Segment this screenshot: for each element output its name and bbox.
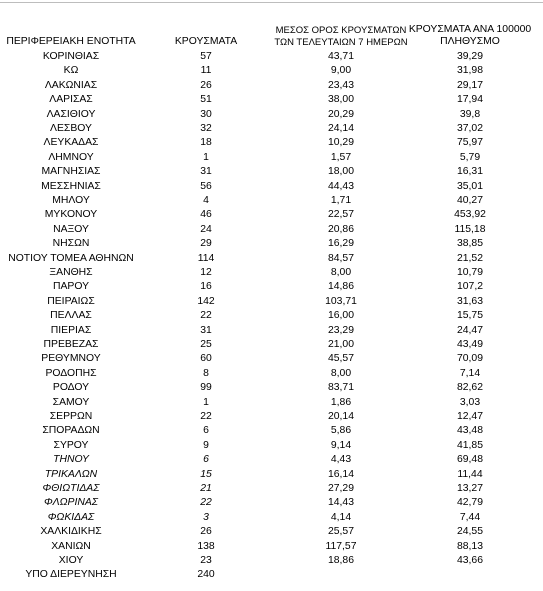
table-row xyxy=(0,64,543,78)
avg-7day-cell: 84,57 xyxy=(327,252,354,264)
region-cell: ΠΑΡΟΥ xyxy=(52,281,90,293)
cases-cell: 16 xyxy=(200,281,212,293)
per-100k-cell: 13,27 xyxy=(456,483,483,494)
avg-7day-cell: 44,43 xyxy=(327,180,354,192)
cases-cell: 22 xyxy=(200,497,212,509)
region-cell: ΜΕΣΣΗΝΙΑΣ xyxy=(41,180,101,192)
region-cell: ΝΗΣΩΝ xyxy=(52,238,90,250)
table-row xyxy=(0,194,543,208)
cases-cell: 3 xyxy=(203,511,209,523)
avg-7day-cell: 5,86 xyxy=(330,425,352,437)
header-cases: ΚΡΟΥΣΜΑΤΑ xyxy=(174,36,238,47)
table-row xyxy=(0,568,543,582)
avg-7day-cell: 4,14 xyxy=(330,511,352,523)
table-row xyxy=(0,108,543,122)
table-row xyxy=(0,540,543,554)
table-row xyxy=(0,93,543,107)
cases-cell: 240 xyxy=(197,569,215,581)
table-row xyxy=(0,453,543,467)
per-100k-cell: 35,01 xyxy=(456,180,483,192)
per-100k-cell: 38,85 xyxy=(456,238,483,250)
region-cell: ΠΕΙΡΑΙΩΣ xyxy=(47,295,95,307)
table-row xyxy=(0,180,543,194)
avg-7day-cell: 83,71 xyxy=(327,382,354,394)
avg-7day-cell: 45,57 xyxy=(327,353,354,365)
avg-7day-cell: 16,00 xyxy=(327,310,354,322)
region-cell: ΦΛΩΡΙΝΑΣ xyxy=(43,497,98,509)
cases-cell: 31 xyxy=(200,324,212,336)
per-100k-cell: 115,18 xyxy=(454,223,486,235)
cases-cell: 22 xyxy=(200,310,212,322)
region-cell: ΝΟΤΙΟΥ ΤΟΜΕΑ ΑΘΗΝΩΝ xyxy=(8,252,134,264)
cases-cell: 8 xyxy=(203,367,209,379)
avg-7day-cell: 27,29 xyxy=(327,483,354,494)
region-cell: ΦΘΙΩΤΙΔΑΣ xyxy=(42,483,100,494)
region-cell: ΚΟΡΙΝΘΙΑΣ xyxy=(42,51,100,62)
region-cell: ΛΑΚΩΝΙΑΣ xyxy=(44,79,98,91)
region-cell: ΥΠΟ ΔΙΕΡΕΥΝΗΣΗ xyxy=(25,569,117,581)
region-cell: ΠΡΕΒΕΖΑΣ xyxy=(43,339,99,350)
table-row xyxy=(0,223,543,237)
avg-7day-cell: 103,71 xyxy=(325,295,357,307)
avg-7day-cell: 20,86 xyxy=(327,223,354,235)
table-row xyxy=(0,79,543,93)
table-row xyxy=(0,554,543,568)
per-100k-cell: 42,79 xyxy=(456,497,483,509)
cases-cell: 15 xyxy=(200,468,212,480)
table-row xyxy=(0,468,543,482)
region-cell: ΜΗΛΟΥ xyxy=(52,195,90,206)
cases-cell: 22 xyxy=(200,411,212,422)
per-100k-cell: 12,47 xyxy=(456,411,483,422)
cases-cell: 29 xyxy=(200,238,212,250)
header-region: ΠΕΡΙΦΕΡΕΙΑΚΗ ΕΝΟΤΗΤΑ xyxy=(6,36,136,47)
avg-7day-cell: 14,43 xyxy=(327,497,354,509)
cases-cell: 11 xyxy=(200,65,212,77)
avg-7day-cell: 8,00 xyxy=(330,367,352,379)
table-row xyxy=(0,136,543,150)
per-100k-cell: 75,97 xyxy=(456,137,483,149)
avg-7day-cell: 23,43 xyxy=(327,79,354,91)
region-cell: ΛΗΜΝΟΥ xyxy=(48,151,94,163)
cases-cell: 46 xyxy=(200,209,212,221)
table-row xyxy=(0,381,543,395)
cases-cell: 24 xyxy=(200,223,212,235)
per-100k-cell: 70,09 xyxy=(456,353,483,365)
per-100k-cell: 7,14 xyxy=(459,367,481,379)
cases-cell: 57 xyxy=(200,51,212,62)
per-100k-cell: 31,63 xyxy=(456,295,483,307)
per-100k-cell: 15,75 xyxy=(456,310,483,322)
table-row xyxy=(0,237,543,251)
cases-cell: 1 xyxy=(203,151,209,163)
cases-cell: 31 xyxy=(200,166,212,178)
avg-7day-cell: 16,29 xyxy=(327,238,354,250)
header-cases-per-100k xyxy=(400,24,540,48)
per-100k-cell: 7,44 xyxy=(459,511,481,523)
cases-cell: 23 xyxy=(200,555,212,566)
region-cell: ΡΟΔΟΠΗΣ xyxy=(45,367,97,379)
avg-7day-cell: 1,57 xyxy=(330,151,352,163)
table-row xyxy=(0,122,543,136)
per-100k-cell: 5,79 xyxy=(459,151,481,163)
table-row xyxy=(0,309,543,323)
region-cell: ΧΑΝΙΩΝ xyxy=(51,540,91,552)
region-cell: ΠΕΛΛΑΣ xyxy=(50,310,92,322)
cases-cell: 9 xyxy=(203,439,209,451)
header-cases-per-100k-line1: ΚΡΟΥΣΜΑΤΑ ΑΝΑ 100000 xyxy=(408,24,532,35)
table-row xyxy=(0,151,543,165)
avg-7day-cell: 16,14 xyxy=(327,468,354,480)
per-100k-cell: 107,2 xyxy=(456,281,483,293)
per-100k-cell: 41,85 xyxy=(456,439,483,451)
per-100k-cell: 3,03 xyxy=(459,396,481,408)
per-100k-cell: 11,44 xyxy=(457,468,483,480)
per-100k-cell: 31,98 xyxy=(456,65,483,77)
table-row xyxy=(0,324,543,338)
per-100k-cell: 37,02 xyxy=(456,123,483,134)
cases-cell: 26 xyxy=(200,79,212,91)
region-cell: ΝΑΞΟΥ xyxy=(53,223,89,235)
avg-7day-cell: 18,86 xyxy=(327,555,354,566)
per-100k-cell: 453,92 xyxy=(454,209,486,221)
region-cell: ΡΕΘΥΜΝΟΥ xyxy=(41,353,101,365)
region-cell: ΣΑΜΟΥ xyxy=(52,396,90,408)
table-row xyxy=(0,50,543,64)
region-cell: ΛΑΣΙΘΙΟΥ xyxy=(46,108,96,120)
avg-7day-cell: 8,00 xyxy=(330,267,352,278)
avg-7day-cell: 1,86 xyxy=(330,396,352,408)
per-100k-cell: 82,62 xyxy=(456,382,483,394)
cases-cell: 18 xyxy=(200,137,212,149)
cases-cell: 26 xyxy=(200,526,212,538)
avg-7day-cell: 10,29 xyxy=(327,137,354,149)
per-100k-cell: 43,66 xyxy=(456,555,483,566)
per-100k-cell: 10,79 xyxy=(456,267,483,278)
header-7day-average xyxy=(266,25,416,49)
cases-cell: 12 xyxy=(200,267,212,278)
per-100k-cell: 39,8 xyxy=(459,108,481,120)
per-100k-cell: 43,49 xyxy=(456,339,483,350)
avg-7day-cell: 20,14 xyxy=(327,411,354,422)
cases-cell: 1 xyxy=(203,396,209,408)
table-row xyxy=(0,396,543,410)
cases-cell: 30 xyxy=(200,108,212,120)
avg-7day-cell: 117,57 xyxy=(325,540,357,552)
cases-cell: 21 xyxy=(200,483,212,494)
table-row xyxy=(0,338,543,352)
table-row xyxy=(0,295,543,309)
region-cell: ΠΙΕΡΙΑΣ xyxy=(50,324,92,336)
per-100k-cell: 39,29 xyxy=(456,51,483,62)
region-cell: ΣΥΡΟΥ xyxy=(53,439,89,451)
region-cell: ΚΩ xyxy=(63,65,79,77)
avg-7day-cell: 21,00 xyxy=(327,339,354,350)
avg-7day-cell: 25,57 xyxy=(327,526,354,538)
avg-7day-cell: 9,00 xyxy=(330,65,352,77)
avg-7day-cell: 1,71 xyxy=(330,195,352,206)
cases-cell: 138 xyxy=(197,540,215,552)
per-100k-cell: 40,27 xyxy=(456,195,483,206)
table-row xyxy=(0,352,543,366)
avg-7day-cell: 23,29 xyxy=(327,324,354,336)
cases-cell: 25 xyxy=(200,339,212,350)
per-100k-cell: 88,13 xyxy=(456,540,483,552)
region-cell: ΣΕΡΡΩΝ xyxy=(49,411,93,422)
table-row xyxy=(0,511,543,525)
per-100k-cell: 16,31 xyxy=(456,166,483,178)
region-cell: ΤΗΝΟΥ xyxy=(53,454,89,466)
cases-cell: 6 xyxy=(203,425,209,437)
cases-cell: 4 xyxy=(203,195,209,206)
region-cell: ΞΑΝΘΗΣ xyxy=(49,267,93,278)
region-cell: ΜΑΓΝΗΣΙΑΣ xyxy=(41,166,101,178)
per-100k-cell: 24,47 xyxy=(456,324,483,336)
region-cell: ΣΠΟΡΑΔΩΝ xyxy=(42,425,100,437)
table-row xyxy=(0,367,543,381)
avg-7day-cell: 20,29 xyxy=(327,108,354,120)
avg-7day-cell: 9,14 xyxy=(330,439,352,451)
per-100k-cell: 17,94 xyxy=(456,94,483,106)
header-7day-average-line1: ΜΕΣΟΣ ΟΡΟΣ ΚΡΟΥΣΜΑΤΩΝ xyxy=(275,25,407,36)
per-100k-cell: 21,52 xyxy=(456,252,483,264)
avg-7day-cell: 43,71 xyxy=(327,51,354,62)
table-row xyxy=(0,525,543,539)
cases-cell: 51 xyxy=(200,94,212,106)
table-row xyxy=(0,410,543,424)
region-cell: ΡΟΔΟΥ xyxy=(52,382,90,394)
cases-cell: 142 xyxy=(197,295,215,307)
avg-7day-cell: 14,86 xyxy=(327,281,354,293)
avg-7day-cell: 38,00 xyxy=(327,94,354,106)
table-row xyxy=(0,439,543,453)
top-border-line xyxy=(0,2,543,3)
region-cell: ΛΑΡΙΣΑΣ xyxy=(49,94,93,106)
cases-cell: 6 xyxy=(203,454,209,466)
per-100k-cell: 24,55 xyxy=(456,526,483,538)
table-row xyxy=(0,252,543,266)
region-cell: ΦΩΚΙΔΑΣ xyxy=(47,511,95,523)
region-cell: ΜΥΚΟΝΟΥ xyxy=(44,209,98,221)
table-row xyxy=(0,496,543,510)
region-cell: ΧΙΟΥ xyxy=(58,555,84,566)
table-row xyxy=(0,165,543,179)
header-cases-per-100k-line2: ΠΛΗΘΥΣΜΟ xyxy=(440,36,500,47)
avg-7day-cell: 24,14 xyxy=(327,123,354,134)
table-row xyxy=(0,208,543,222)
region-cell: ΛΕΥΚΑΔΑΣ xyxy=(43,137,99,149)
header-7day-average-line2: ΤΩΝ ΤΕΛΕΥΤΑΙΩΝ 7 ΗΜΕΡΩΝ xyxy=(274,37,408,48)
cases-cell: 114 xyxy=(197,252,215,264)
per-100k-cell: 29,17 xyxy=(456,79,483,91)
region-cell: ΧΑΛΚΙΔΙΚΗΣ xyxy=(40,526,102,538)
table-row xyxy=(0,280,543,294)
cases-cell: 60 xyxy=(200,353,212,365)
avg-7day-cell: 18,00 xyxy=(327,166,354,178)
region-cell: ΤΡΙΚΑΛΩΝ xyxy=(44,468,98,480)
avg-7day-cell: 4,43 xyxy=(330,454,352,466)
cases-cell: 32 xyxy=(200,123,212,134)
cases-cell: 99 xyxy=(200,382,212,394)
table-row xyxy=(0,482,543,496)
region-cell: ΛΕΣΒΟΥ xyxy=(50,123,92,134)
per-100k-cell: 69,48 xyxy=(456,454,483,466)
table-row xyxy=(0,266,543,280)
avg-7day-cell: 22,57 xyxy=(327,209,354,221)
cases-cell: 56 xyxy=(200,180,212,192)
per-100k-cell: 43,48 xyxy=(456,425,483,437)
table-row xyxy=(0,424,543,438)
